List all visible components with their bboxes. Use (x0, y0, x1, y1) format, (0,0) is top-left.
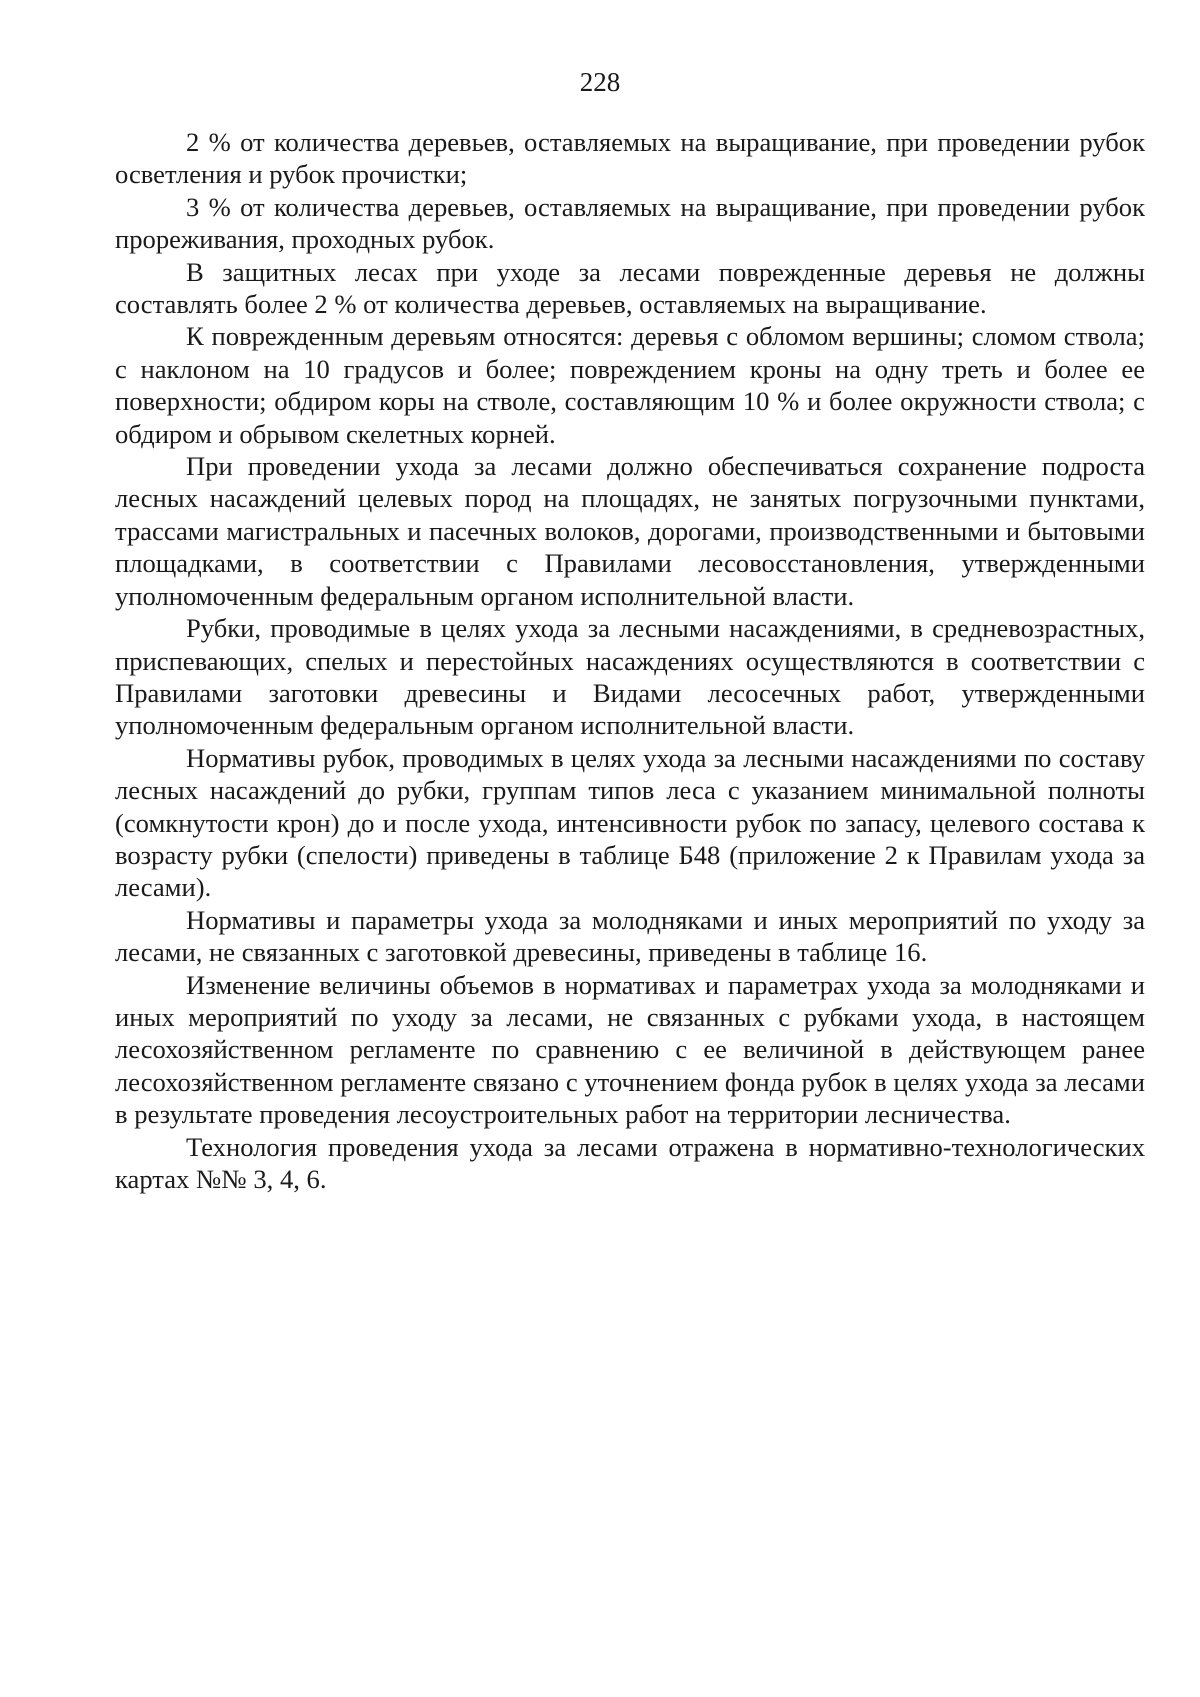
paragraph: При проведении ухода за лесами должно обеспечиваться сохранение подроста лесных насаждений целевых пород на площадях, не занятых погрузочными пунктами, трассами магистральных и пасечных волоков, дорогами, производственными и бытовыми площадками, в соответствии с Правилами лесовосстановления, утвержденными уполномоченным федеральным органом исполнительной власти. (115, 451, 1145, 611)
paragraph: В защитных лесах при уходе за лесами поврежденные деревья не должны составлять более 2 % от количества деревьев, оставляемых на выращивание. (115, 256, 1145, 320)
paragraph: 2 % от количества деревьев, оставляемых на выращивание, при проведении рубок осветления и рубок прочистки; (115, 127, 1145, 190)
paragraph: Нормативы и параметры ухода за молодняками и иных мероприятий по уходу за лесами, не связанных с заготовкой древесины, приведены в таблице 16. (115, 904, 1145, 968)
paragraph: 3 % от количества деревьев, оставляемых на выращивание, при проведении рубок прореживания, проходных рубок. (115, 191, 1145, 255)
paragraph: К поврежденным деревьям относятся: деревья с обломом вершины; сломом ствола; с наклоном на 10 градусов и более; повреждением кроны на одну треть и более ее поверхности; обдиром коры на стволе, составляющим 10 % и более окружности ствола; с обдиром и обрывом скелетных корней. (115, 321, 1145, 449)
paragraph: Нормативы рубок, проводимых в целях ухода за лесными насаждениями по составу лесных насаждений до рубки, группам типов леса с указанием минимальной полноты (сомкнутости крон) до и после ухода, интенсивности рубок по запасу, целевого состава к возрасту рубки (спелости) приведены в таблице Б48 (приложение 2 к Правилам ухода за лесами). (115, 742, 1145, 903)
paragraph: Изменение величины объемов в нормативах и параметрах ухода за молодняками и иных мероприятий по уходу за лесами, не связанных с рубками ухода, в настоящем лесохозяйственном регламенте по сравнению с ее величиной в действующем ранее лесохозяйственном регламенте связано с уточнением фонда рубок в целях ухода за лесами в результате проведения лесоустроительных работ на территории лесничества. (115, 969, 1145, 1130)
paragraph: Технология проведения ухода за лесами отражена в нормативно-технологических картах №№ 3, 4, 6. (115, 1131, 1145, 1194)
paragraph: Рубки, проводимые в целях ухода за лесными насаждениями, в средневозрастных, приспевающих, спелых и перестойных насаждениях осуществляются в соответствии с Правилами заготовки древесины и Видами лесосечных работ, утвержденными уполномоченным федеральным органом исполнительной власти. (115, 613, 1145, 741)
page-number: 228 (579, 67, 621, 97)
document-body (115, 126, 1145, 1195)
